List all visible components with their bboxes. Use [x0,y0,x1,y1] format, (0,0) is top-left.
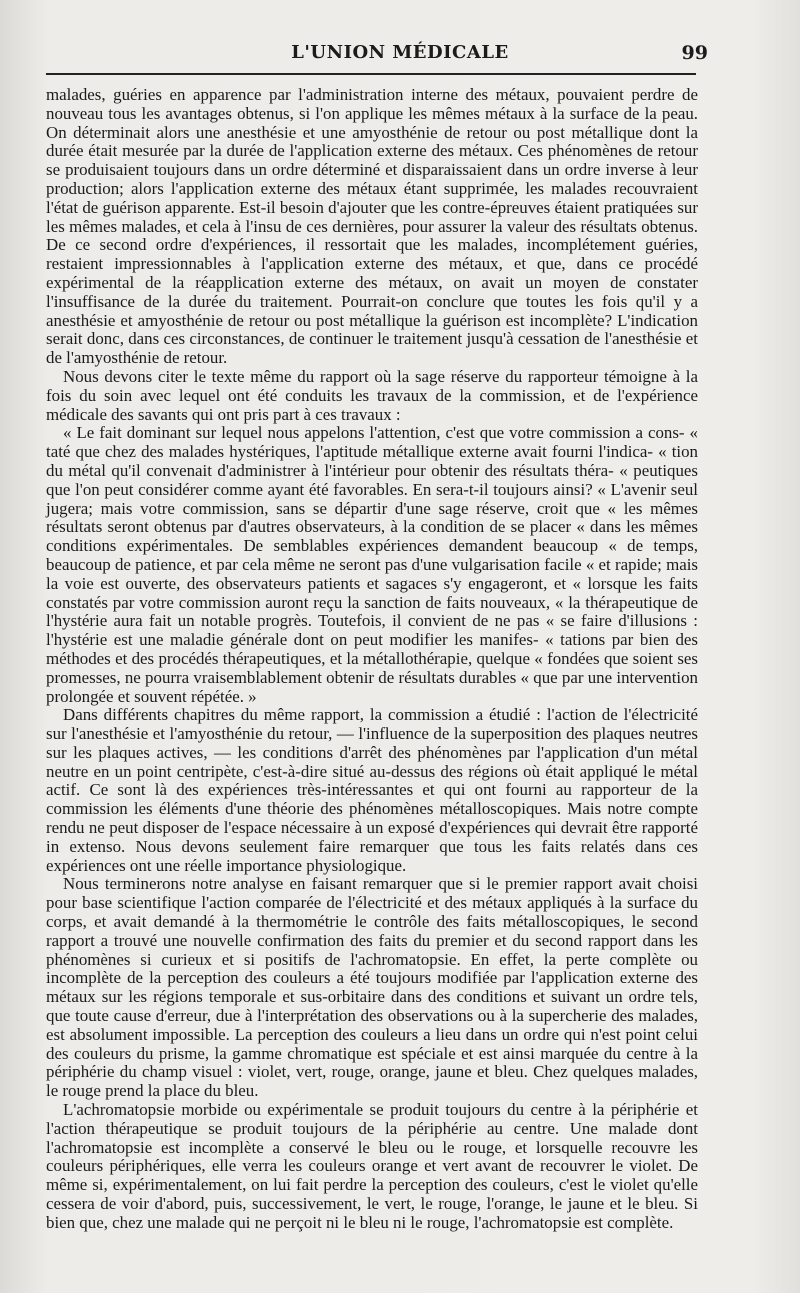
paragraph-5: Nous terminerons notre analyse en faisant remarquer que si le premier rapport avait choisi pour base scientifique l'action comparée de l'électricité et des métaux appliqués à la surface du corps, et avait demandé à la thermométrie le contrôle des faits métalloscopiques, le second rapport a trouvé une nouvelle confirmation des faits du premier et du second rapport dans les phénomènes si curieux et si positifs de l'achromatopsie. En effet, la perte complète ou incomplète de la perception des couleurs a été toujours modifiée par l'application externe des métaux sur les régions temporale et sus-orbitaire dans des conditions et suivant un ordre tels, que toute cause d'erreur, due à l'interprétation des observations ou à la supercherie des malades, est absolument impossible. La perception des couleurs a lieu dans un ordre qui n'est point celui des couleurs du prisme, la gamme chromatique est spéciale et est ainsi marquée du centre à la périphérie du champ visuel : violet, vert, rouge, orange, jaune et bleu. Chez quelques malades, le rouge prend la place du bleu. [46,874,698,1101]
page-number: 99 [681,42,708,64]
paragraph-4: Dans différents chapitres du même rapport, la commission a étudié : l'action de l'électricité sur l'anesthésie et l'amyosthénie du retour, — l'influence de la superposition des plaques neutres sur les plaques actives, — les conditions d'arrêt des phénomènes par l'application d'un métal neutre en un point centripète, c'est-à-dire situé au-dessus des régions où était appliqué le métal actif. Ce sont là des expériences très-intéressantes et qui ont fourni au rapporteur de la commission les éléments d'une théorie des phénomènes métalloscopiques. Mais notre compte rendu ne peut disposer de l'espace nécessaire à un exposé d'expériences qui devrait être rapporté in extenso. Nous devons seulement faire remarquer que tous les faits relatés dans ces expériences ont une réelle importance physiologique. [46,705,698,875]
body-text [46,86,698,1233]
report-quotation: « Le fait dominant sur lequel nous appelons l'attention, c'est que votre commission a cons- « taté que chez des malades hystériques, l'aptitude métallique externe avait fourni l'indica- « tion du métal qu'il convenait d'administrer à l'intérieur pour obtenir des résultats théra- « peutiques que l'on peut considérer comme ayant été favorables. En sera-t-il toujours ainsi? « L'avenir seul jugera; mais votre commission, sans se départir d'une sage réserve, croit que « les mêmes résultats seront obtenus par d'autres observateurs, à la condition de se placer « dans les mêmes conditions expérimentales. De semblables expériences demandent beaucoup « de temps, beaucoup de patience, et par cela même ne seront pas d'une vulgarisation facile « et rapide; mais la voie est ouverte, des observateurs patients et sagaces s'y engageront, et « lorsque les faits constatés par votre commission auront reçu la sanction de faits nouveaux, « la thérapeutique de l'hystérie aura fait un notable progrès. Toutefois, il convient de ne pas « se faire d'illusions : l'hystérie est une maladie générale dont on peut modifier les manifes- « tations par bien des méthodes et des procédés thérapeutiques, et la métallothérapie, quelque « fondées que soient ses promesses, ne pourra vraisemblablement obtenir de résultats durables « que par une intervention prolongée et souvent répétée. » [46,423,698,706]
paragraph-2: Nous devons citer le texte même du rapport où la sage réserve du rapporteur témoigne à la fois du soin avec lequel ont été conduits les travaux de la commission, et de l'expérience médicale des savants qui ont pris part à ces travaux : [46,366,698,424]
header-rule [46,73,696,75]
page-header [0,40,800,70]
paragraph-6: L'achromatopsie morbide ou expérimentale se produit toujours du centre à la périphérie et l'action thérapeutique se produit toujours de la périphérie au centre. Une malade dont l'achromatopsie est incomplète a conservé le bleu ou le rouge, et lorsquelle recouvre les couleurs périphériques, elle verra les couleurs orange et vert avant de recouvrer le violet. De même si, expérimentalement, on lui fait perdre la perception des couleurs, c'est le violet qu'elle cessera de voir d'abord, puis, successivement, le vert, le rouge, l'orange, le jaune et le bleu. Si bien que, chez une malade qui ne perçoit ni le bleu ni le rouge, l'achromatopsie est complète. [46,1100,698,1232]
running-title: L'UNION MÉDICALE [291,42,509,63]
paragraph-1: malades, guéries en apparence par l'administration interne des métaux, pouvaient perdre de nouveau tous les avantages obtenus, si l'on applique les mêmes métaux à la surface de la peau. On déterminait alors une anesthésie et une amyosthénie de retour ou post métallique dont la durée était mesurée par la durée de l'application externe des métaux. Ces phénomènes de retour se produisaient toujours dans un ordre déterminé et disparaissaient dans un ordre inverse à leur production; alors l'application externe des métaux étant supprimée, les malades recouvraient l'état de guérison apparente. Est-il besoin d'ajouter que les contre-épreuves étaient pratiquées sur les mêmes malades, et cela à l'insu de ces dernières, pour assurer la valeur des résultats obtenus. De ce second ordre d'expériences, il ressortait que les malades, incomplétement guéries, restaient impressionnables à l'application externe des métaux, et que, dans ce procédé expérimental de la réapplication externe des métaux, on avait un moyen de constater l'insuffisance de la durée du traitement. Pourrait-on conclure que toutes les fois qu'il y a anesthésie et amyosthénie de retour ou post métallique la guérison est incomplète? L'indication serait donc, dans ces circonstances, de continuer le traitement jusqu'à cessation de l'anesthésie et de l'amyosthénie de retour. [46,85,698,368]
